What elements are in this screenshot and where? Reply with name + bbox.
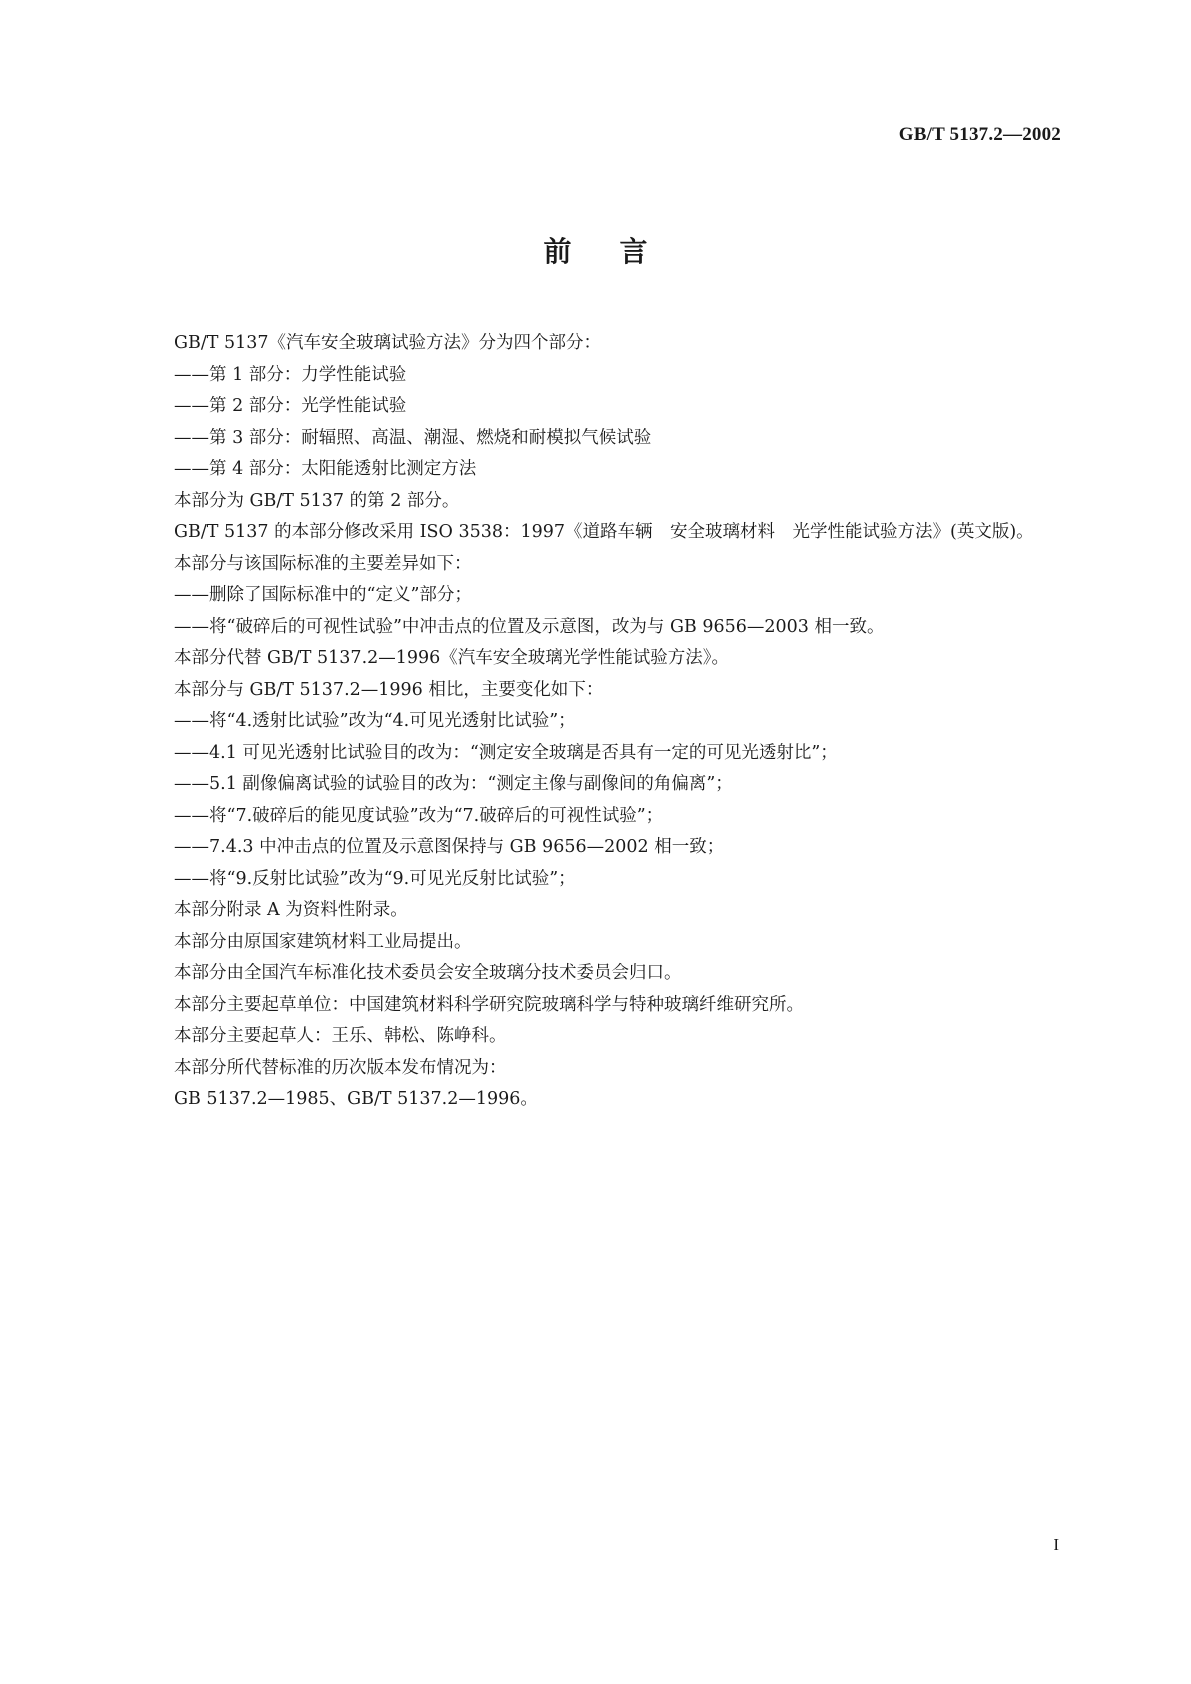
paragraph: 本部分附录 A 为资料性附录。 bbox=[174, 900, 408, 920]
standard-code: GB/T 5137.2—2002 bbox=[898, 124, 1061, 145]
list-item: ——第 3 部分：耐辐照、高温、潮湿、燃烧和耐模拟气候试验 bbox=[174, 427, 652, 448]
paragraph: 本部分代替 GB/T 5137.2—1996《汽车安全玻璃光学性能试验方法》。 bbox=[174, 648, 730, 668]
paragraph: 本部分与 GB/T 5137.2—1996 相比，主要变化如下： bbox=[174, 679, 604, 700]
paragraph: 本部分主要起草单位：中国建筑材料科学研究院玻璃科学与特种玻璃纤维研究所。 bbox=[174, 994, 804, 1015]
foreword-body bbox=[122, 328, 1062, 1116]
list-item: ——7.4.3 中冲击点的位置及示意图保持与 GB 9656—2002 相一致； bbox=[174, 837, 725, 857]
list-item: ——第 2 部分：光学性能试验 bbox=[174, 396, 407, 416]
paragraph: 本部分由原国家建筑材料工业局提出。 bbox=[174, 931, 472, 952]
paragraph: GB/T 5137《汽车安全玻璃试验方法》分为四个部分： bbox=[174, 333, 602, 353]
paragraph: GB/T 5137 的本部分修改采用 ISO 3538：1997《道路车辆 安全玻璃材料 光学性能试验方法》(英文版)。 bbox=[174, 522, 1034, 542]
page-number: I bbox=[1053, 1535, 1059, 1554]
list-item: ——删除了国际标准中的“定义”部分； bbox=[174, 585, 472, 605]
paragraph: 本部分主要起草人：王乐、韩松、陈峥科。 bbox=[174, 1026, 507, 1046]
list-item: ——将“7.破碎后的能见度试验”改为“7.破碎后的可视性试验”； bbox=[174, 805, 664, 826]
page-title: 前言 bbox=[543, 235, 696, 268]
paragraph: 本部分由全国汽车标准化技术委员会安全玻璃分技术委员会归口。 bbox=[174, 963, 682, 983]
list-item: ——第 1 部分：力学性能试验 bbox=[174, 364, 407, 385]
list-item: ——将“4.透射比试验”改为“4.可见光透射比试验”； bbox=[174, 711, 576, 731]
paragraph: 本部分与该国际标准的主要差异如下： bbox=[174, 553, 472, 574]
list-item: ——第 4 部分：太阳能透射比测定方法 bbox=[174, 459, 477, 479]
paragraph: 本部分所代替标准的历次版本发布情况为： bbox=[174, 1057, 507, 1078]
paragraph: 本部分为 GB/T 5137 的第 2 部分。 bbox=[174, 490, 460, 511]
list-item: ——5.1 副像偏离试验的试验目的改为：“测定主像与副像间的角偏离”； bbox=[174, 774, 733, 794]
paragraph: GB 5137.2—1985、GB/T 5137.2—1996。 bbox=[174, 1089, 538, 1109]
list-item: ——将“破碎后的可视性试验”中冲击点的位置及示意图，改为与 GB 9656—2003 相一致。 bbox=[174, 616, 885, 637]
list-item: ——4.1 可见光透射比试验目的改为：“测定安全玻璃是否具有一定的可见光透射比”； bbox=[174, 742, 838, 763]
list-item: ——将“9.反射比试验”改为“9.可见光反射比试验”； bbox=[174, 868, 576, 889]
